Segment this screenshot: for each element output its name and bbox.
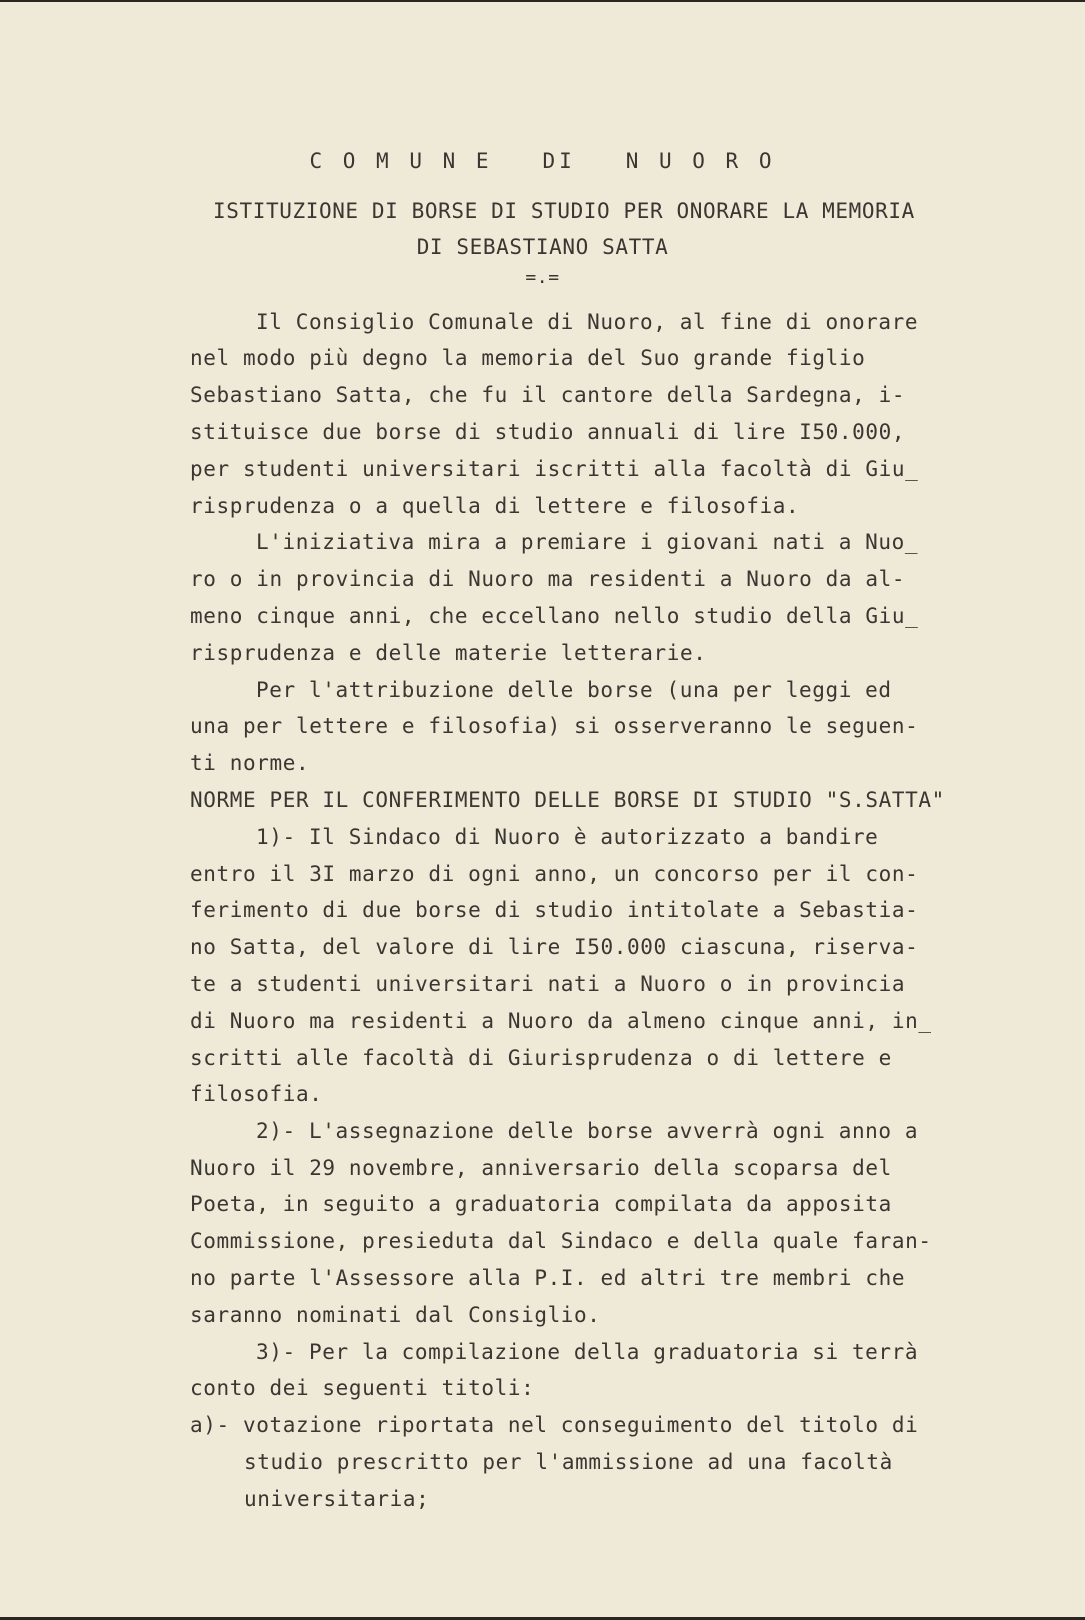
text-line: conto dei seguenti titoli: — [190, 1376, 535, 1400]
text-line: risprudenza e delle materie letterarie. — [190, 641, 707, 665]
text-line: entro il 3I marzo di ogni anno, un concorso per il con- — [190, 862, 919, 886]
text-line: ferimento di due borse di studio intitolate a Sebastia- — [190, 898, 919, 922]
text-line: Per l'attribuzione delle borse (una per leggi ed — [256, 678, 892, 702]
text-line: ro o in provincia di Nuoro ma residenti a Nuoro da al- — [190, 567, 906, 591]
text-line: ti norme. — [190, 751, 310, 775]
text-line: 1)- Il Sindaco di Nuoro è autorizzato a bandire — [256, 825, 879, 849]
text-line: no Satta, del valore di lire I50.000 ciascuna, riserva- — [190, 935, 919, 959]
text-line: saranno nominati dal Consiglio. — [190, 1303, 601, 1327]
text-line: studio prescritto per l'ammissione ad una facoltà — [244, 1450, 893, 1474]
text-line: nel modo più degno la memoria del Suo grande figlio — [190, 346, 866, 370]
text-line: Commissione, presieduta dal Sindaco e della quale faran- — [190, 1229, 932, 1253]
document-title-line-1: ISTITUZIONE DI BORSE DI STUDIO PER ONORARE LA MEMORIA — [213, 199, 915, 223]
text-line: universitaria; — [244, 1487, 430, 1511]
text-line: Nuoro il 29 novembre, anniversario della scoparsa del — [190, 1156, 892, 1180]
text-line: no parte l'Assessore alla P.I. ed altri tre membri che — [190, 1266, 906, 1290]
text-line: filosofia. — [190, 1082, 323, 1106]
text-line: L'iniziativa mira a premiare i giovani nati a Nuo_ — [256, 530, 919, 554]
text-line: 2)- L'assegnazione delle borse avverrà ogni anno a — [256, 1119, 919, 1143]
text-line: stituisce due borse di studio annuali di lire I50.000, — [190, 420, 906, 444]
text-line: risprudenza o a quella di lettere e filosofia. — [190, 494, 800, 518]
text-line: scritti alle facoltà di Giurisprudenza o di lettere e — [190, 1046, 892, 1070]
text-line: una per lettere e filosofia) si osserveranno le seguen- — [190, 714, 919, 738]
text-line: te a studenti universitari nati a Nuoro o in provincia — [190, 972, 906, 996]
text-line: a)- votazione riportata nel conseguimento del titolo di — [190, 1413, 919, 1437]
section-heading: NORME PER IL CONFERIMENTO DELLE BORSE DI STUDIO "S.SATTA" — [190, 788, 945, 812]
page-heading: C O M U N E DI N U O R O — [309, 149, 776, 173]
text-line: di Nuoro ma residenti a Nuoro da almeno cinque anni, in_ — [190, 1009, 932, 1033]
document-title-line-2: DI SEBASTIANO SATTA — [416, 235, 669, 259]
text-line: Poeta, in seguito a graduatoria compilata da apposita — [190, 1192, 892, 1216]
text-line: Sebastiano Satta, che fu il cantore della Sardegna, i- — [190, 383, 906, 407]
text-line: per studenti universitari iscritti alla facoltà di Giu_ — [190, 457, 919, 481]
text-line: 3)- Per la compilazione della graduatoria si terrà — [256, 1340, 919, 1364]
title-separator: =.= — [525, 267, 560, 288]
text-line: meno cinque anni, che eccellano nello studio della Giu_ — [190, 604, 919, 628]
text-line: Il Consiglio Comunale di Nuoro, al fine di onorare — [256, 310, 919, 334]
